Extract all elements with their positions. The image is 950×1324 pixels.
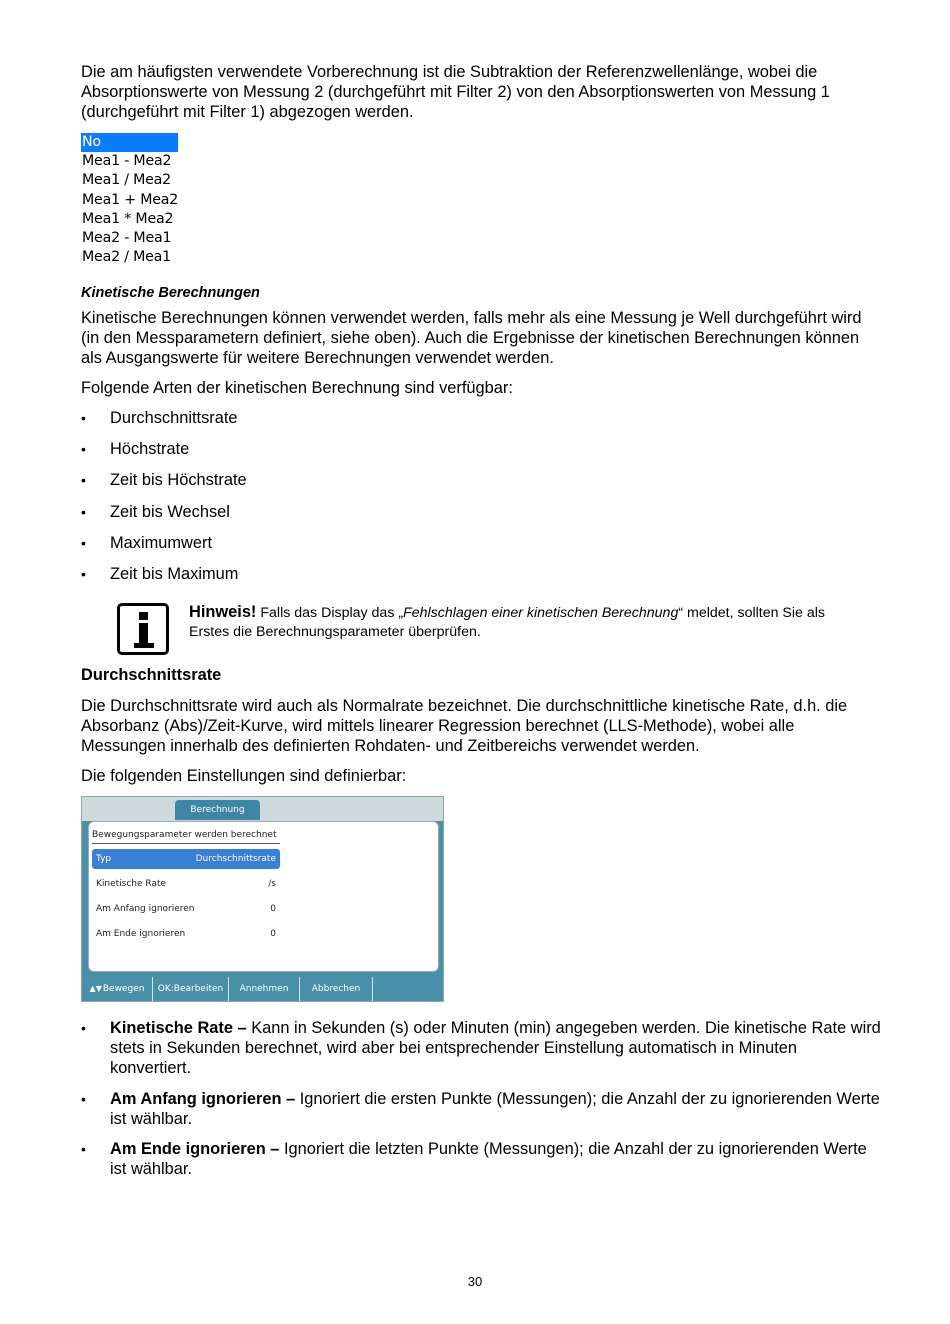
setting-desc: Kann in Sekunden (s) oder Minuten (min) angegeben werden. Die kinetische Rate wird stets in Sekunden berechnet, wird aber bei entsprechender Einstellung automatisch in Minuten konvertiert. <box>110 1019 881 1078</box>
note-label: Hinweis! <box>189 603 257 621</box>
accept-button[interactable]: Annehmen <box>229 977 300 1001</box>
note-text <box>189 603 829 642</box>
section-paragraph-1: Die Durchschnittsrate wird auch als Normalrate bezeichnet. Die durchschnittliche kinetische Rate, d.h. die Absorbanz (Abs)/Zeit-Kurve, wird mittels linearer Regression berechnet (LLS-Methode), wobei alle Messungen innerhalb des definierten Rohdaten- und Zeitbereichs verwendet werden. <box>81 697 848 756</box>
list-item: • Zeit bis Höchstrate <box>81 470 881 490</box>
up-down-arrow-icon: ▲▼ <box>89 984 102 993</box>
tab-berechnung[interactable]: Berechnung <box>175 800 260 820</box>
calc-option-selected[interactable]: No <box>81 133 178 152</box>
list-item: • Höchstrate <box>81 439 881 459</box>
section-heading: Durchschnittsrate <box>81 666 222 684</box>
note-text-after: “ meldet, sollten Sie als Erstes die Berechnungsparameter überprüfen. <box>189 605 826 640</box>
row-label: Am Anfang ignorieren <box>96 904 195 914</box>
setting-term: Am Anfang ignorieren <box>110 1089 282 1108</box>
pre-calculation-dropdown-list[interactable] <box>81 133 178 267</box>
kinetic-paragraph-2: Folgende Arten der kinetischen Berechnung sind verfügbar: <box>81 379 513 397</box>
device-row-type[interactable] <box>92 849 280 869</box>
settings-list <box>81 1018 881 1179</box>
list-item <box>81 1018 881 1079</box>
list-item: • Zeit bis Maximum <box>81 564 881 584</box>
row-value: 0 <box>270 929 276 939</box>
device-row-kinetic-rate[interactable] <box>92 874 280 894</box>
move-button-label: Bewegen <box>102 984 145 994</box>
row-label: Kinetische Rate <box>96 879 167 889</box>
ok-edit-button[interactable]: OK:Bearbeiten <box>153 977 229 1001</box>
calc-option[interactable]: Mea2 - Mea1 <box>82 229 172 246</box>
list-item: • Zeit bis Wechsel <box>81 502 881 522</box>
calc-option[interactable]: Mea1 + Mea2 <box>82 191 179 208</box>
setting-desc: Ignoriert die letzten Punkte (Messungen); die Anzahl der zu ignorierenden Werte ist wählbar. <box>110 1140 867 1179</box>
move-button[interactable] <box>82 977 153 1001</box>
list-item <box>81 1139 881 1179</box>
device-panel-title: Bewegungsparameter werden berechnet <box>92 830 277 840</box>
divider <box>92 843 280 844</box>
setting-desc: Ignoriert die ersten Punkte (Messungen); die Anzahl der zu ignorierenden Werte ist wählbar. <box>110 1089 880 1128</box>
device-top-bar <box>82 797 443 821</box>
list-item: • Durchschnittsrate <box>81 408 881 428</box>
setting-term: Am Ende ignorieren <box>110 1140 266 1159</box>
device-row-ignore-end[interactable] <box>92 924 280 944</box>
intro-paragraph: Die am häufigsten verwendete Vorberechnung ist die Subtraktion der Referenzwellenlänge, wobei die Absorptionswerte von Messung 2 (durchgeführt mit Filter 2) von den Absorptionswerten von Messung 1 (durchgeführt mit Filter 1) abgezogen werden. <box>81 63 830 122</box>
row-value: 0 <box>270 904 276 914</box>
section-paragraph-2: Die folgenden Einstellungen sind definierbar: <box>81 767 407 785</box>
setting-sep: – <box>232 1019 252 1037</box>
calc-option[interactable]: Mea1 * Mea2 <box>82 210 174 227</box>
note-text-before: Falls das Display das „ <box>260 605 404 621</box>
kinetic-paragraph-1: Kinetische Berechnungen können verwendet werden, falls mehr als eine Messung je Well durchgeführt wird (in den Messparametern definiert, siehe oben). Auch die Ergebnisse der kinetischen Berechnungen können als Ausgangswerte für weitere Berechnungen verwendet werden. <box>81 309 862 368</box>
row-value: Durchschnittsrate <box>195 854 276 864</box>
calc-option[interactable]: Mea1 - Mea2 <box>82 153 172 170</box>
calc-option[interactable]: Mea1 / Mea2 <box>82 172 171 189</box>
note-text-italic: Fehlschlagen einer kinetischen Berechnung <box>403 605 679 621</box>
cancel-button[interactable]: Abbrechen <box>300 977 373 1001</box>
list-item: • Maximumwert <box>81 533 881 553</box>
page-number: 30 <box>467 1274 483 1289</box>
info-icon <box>117 603 169 655</box>
row-value: /s <box>268 879 276 889</box>
row-label: Typ <box>96 854 112 864</box>
kinetic-types-list <box>81 408 881 584</box>
device-footer <box>82 977 443 1001</box>
device-panel <box>88 821 439 972</box>
row-label: Am Ende ignorieren <box>96 929 186 939</box>
calc-option[interactable]: Mea2 / Mea1 <box>82 249 171 266</box>
setting-term: Kinetische Rate <box>110 1019 233 1037</box>
kinetic-subheading: Kinetische Berechnungen <box>81 285 260 301</box>
setting-sep: – <box>265 1140 284 1159</box>
list-item <box>81 1089 881 1129</box>
device-row-ignore-start[interactable] <box>92 899 280 919</box>
setting-sep: – <box>281 1089 300 1108</box>
device-screen-screenshot <box>81 796 444 1002</box>
